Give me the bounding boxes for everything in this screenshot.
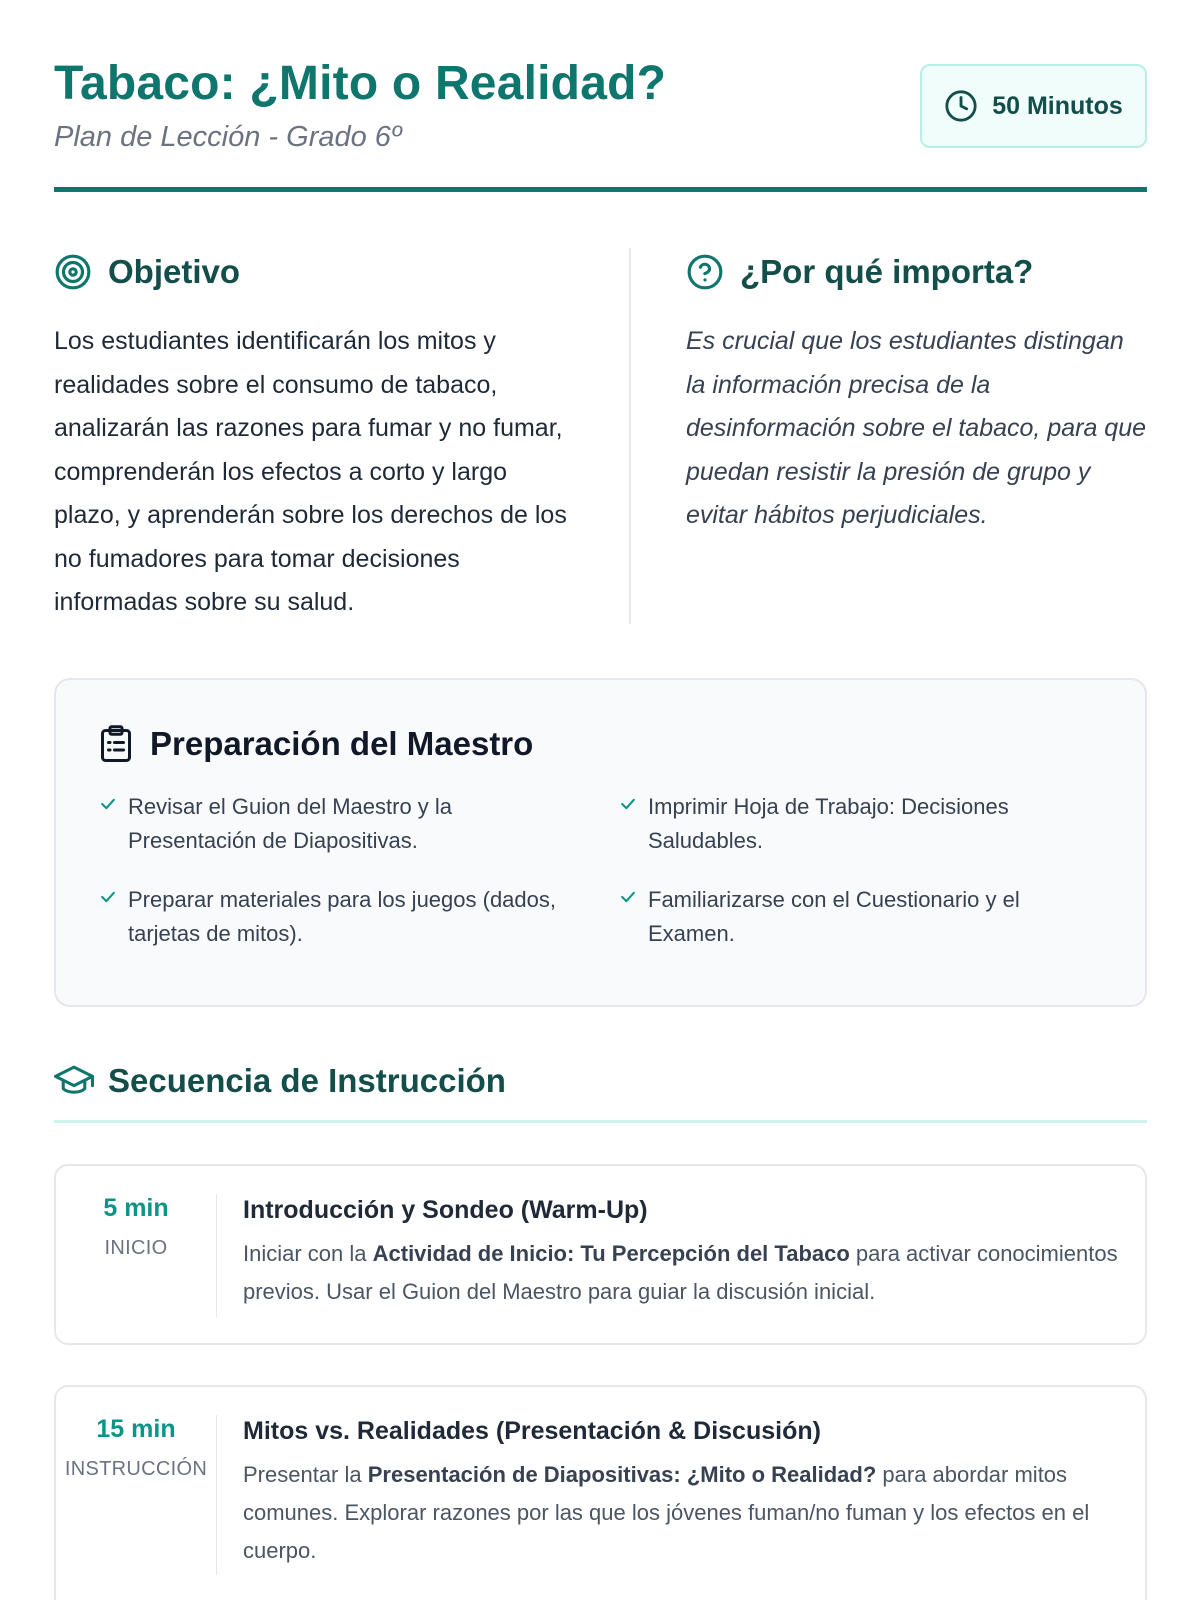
step-description: Iniciar con la Actividad de Inicio: Tu Percepción del Tabaco para activar conocimientos previos. Usar el Guion del Maestro para guiar la discusión inicial. [243,1241,1118,1304]
teacher-preparation-box [54,678,1147,1007]
step-timing [56,1194,216,1260]
importance-heading: ¿Por qué importa? [740,253,1034,290]
preparation-item [98,883,558,951]
graduation-cap-icon [54,1063,94,1099]
question-circle-icon [686,253,724,291]
sequence-step [54,1385,1147,1600]
step-divider [216,1415,217,1575]
step-resource-name: Actividad de Inicio: Tu Percepción del Tabaco [372,1241,850,1266]
preparation-item [618,883,1078,951]
check-icon [98,794,118,814]
page-header [54,56,1147,192]
page-subtitle: Plan de Lección - Grado 6º [54,121,402,153]
step-phase: INSTRUCCIÓN [64,1458,208,1480]
sequence-divider [54,1120,1147,1123]
clock-icon [944,89,978,123]
preparation-item [618,790,1078,858]
clipboard-icon [98,724,134,764]
step-resource-name: Presentación de Diapositivas: ¿Mito o Realidad? [367,1462,877,1487]
duration-label: 50 Minutos [992,91,1123,120]
step-title: Mitos vs. Realidades (Presentación & Discusión) [243,1417,821,1445]
preparation-heading: Preparación del Maestro [150,725,534,762]
objective-heading: Objetivo [108,253,241,290]
step-divider [216,1194,217,1317]
check-icon [618,794,638,814]
step-minutes: 5 min [103,1194,169,1222]
sequence-header [54,1062,506,1100]
objective-section [54,250,574,625]
duration-badge [920,64,1147,148]
objective-text: Los estudiantes identificarán los mitos y realidades sobre el consumo de tabaco, analizarán las razones para fumar y no fumar, comprenderán los efectos a corto y largo plazo, y aprenderán sobre los derechos de los no fumadores para tomar decisiones informadas sobre su salud. [54,327,567,616]
step-title: Introducción y Sondeo (Warm-Up) [243,1196,648,1224]
preparation-item-text: Revisar el Guion del Maestro y la Presentación de Diapositivas. [128,794,453,853]
preparation-item [98,790,558,858]
preparation-item-text: Preparar materiales para los juegos (dados, tarjetas de mitos). [128,887,557,946]
preparation-item-text: Imprimir Hoja de Trabajo: Decisiones Saludables. [648,794,1009,853]
step-phase: INICIO [104,1237,168,1259]
check-icon [618,887,638,907]
step-description: Presentar la Presentación de Diapositivas: ¿Mito o Realidad? para abordar mitos comunes. Explorar razones por las que los jóvenes fuman/no fuman y los efectos en el cuerpo. [243,1462,1090,1563]
check-icon [98,887,118,907]
target-icon [54,253,92,291]
header-divider [54,187,1147,192]
preparation-item-text: Familiarizarse con el Cuestionario y el Examen. [648,887,1020,946]
page-title: Tabaco: ¿Mito o Realidad? [54,57,667,110]
step-minutes: 15 min [96,1415,176,1443]
importance-section [686,250,1146,538]
sequence-step [54,1164,1147,1345]
sequence-heading: Secuencia de Instrucción [108,1062,506,1099]
importance-text: Es crucial que los estudiantes distingan la información precisa de la desinformación sobre el tabaco, para que puedan resistir la presión de grupo y evitar hábitos perjudiciales. [686,327,1147,529]
column-divider [629,248,631,624]
step-timing [56,1415,216,1481]
